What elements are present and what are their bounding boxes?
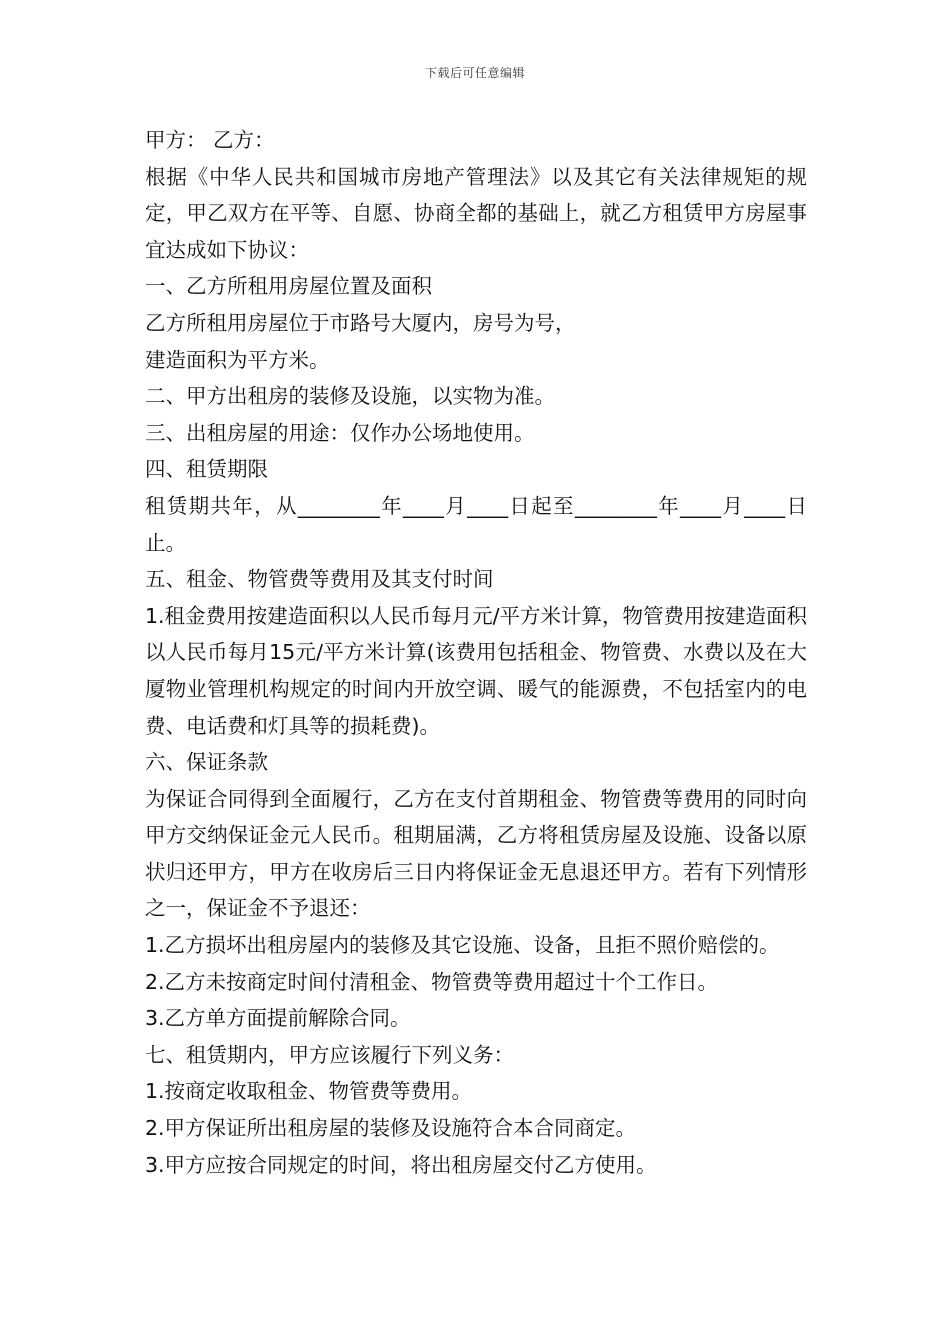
party-line: 甲方： 乙方：: [145, 128, 275, 152]
page-header-note: 下载后可任意编辑: [424, 66, 525, 80]
section-7-heading: 七、租赁期内，甲方应该履行下列义务：: [145, 1042, 514, 1067]
section-3-clause: 三、出租房屋的用途：仅作办公场地使用。: [145, 420, 535, 445]
section-1-area: 建造面积为平方米。: [145, 347, 330, 372]
contract-body: [145, 122, 807, 1183]
section-6-item-2: 2.乙方未按商定时间付清租金、物管费等费用超过十个工作日。: [145, 969, 719, 994]
section-5-item-1: 1.租金费用按建造面积以人民币每月元/平方米计算，物管费用按建造面积以人民币每月15元/平方米计算(该费用包括租金、物管费、水费以及在大厦物业管理机构规定的时间内开放空调、暖气的能源费，不包括室内的电费、电话费和灯具等的损耗费)。: [145, 603, 807, 738]
section-5-heading: 五、租金、物管费等费用及其支付时间: [145, 567, 494, 592]
section-7-item-1: 1.按商定收取租金、物管费等费用。: [145, 1079, 473, 1104]
preamble-paragraph: 根据《中华人民共和国城市房地产管理法》以及其它有关法律规矩的规定，甲乙双方在平等、自愿、协商全都的基础上，就乙方租赁甲方房屋事宜达成如下协议：: [145, 164, 807, 262]
section-1-heading: 一、乙方所租用房屋位置及面积: [145, 274, 432, 299]
section-4-term: 租赁期共年，从________年____月____日起至________年____月____日止。: [145, 493, 807, 555]
section-6-item-3: 3.乙方单方面提前解除合同。: [145, 1006, 411, 1031]
section-1-location: 乙方所租用房屋位于市路号大厦内，房号为号，: [145, 310, 576, 335]
section-6-item-1: 1.乙方损坏出租房屋内的装修及其它设施、设备，且拒不照价赔偿的。: [145, 933, 780, 958]
section-7-item-3: 3.甲方应按合同规定的时间，将出租房屋交付乙方使用。: [145, 1152, 657, 1177]
section-4-heading: 四、租赁期限: [145, 457, 268, 482]
section-7-item-2: 2.甲方保证所出租房屋的装修及设施符合本合同商定。: [145, 1116, 637, 1141]
section-6-heading: 六、保证条款: [145, 750, 268, 775]
section-2-clause: 二、甲方出租房的装修及设施，以实物为准。: [145, 384, 555, 409]
section-6-deposit: 为保证合同得到全面履行，乙方在支付首期租金、物管费等费用的同时向甲方交纳保证金元人民币。租期届满，乙方将租赁房屋及设施、设备以原状归还甲方，甲方在收房后三日内将保证金无息退还甲方。若有下列情形之一，保证金不予退还：: [145, 786, 807, 921]
